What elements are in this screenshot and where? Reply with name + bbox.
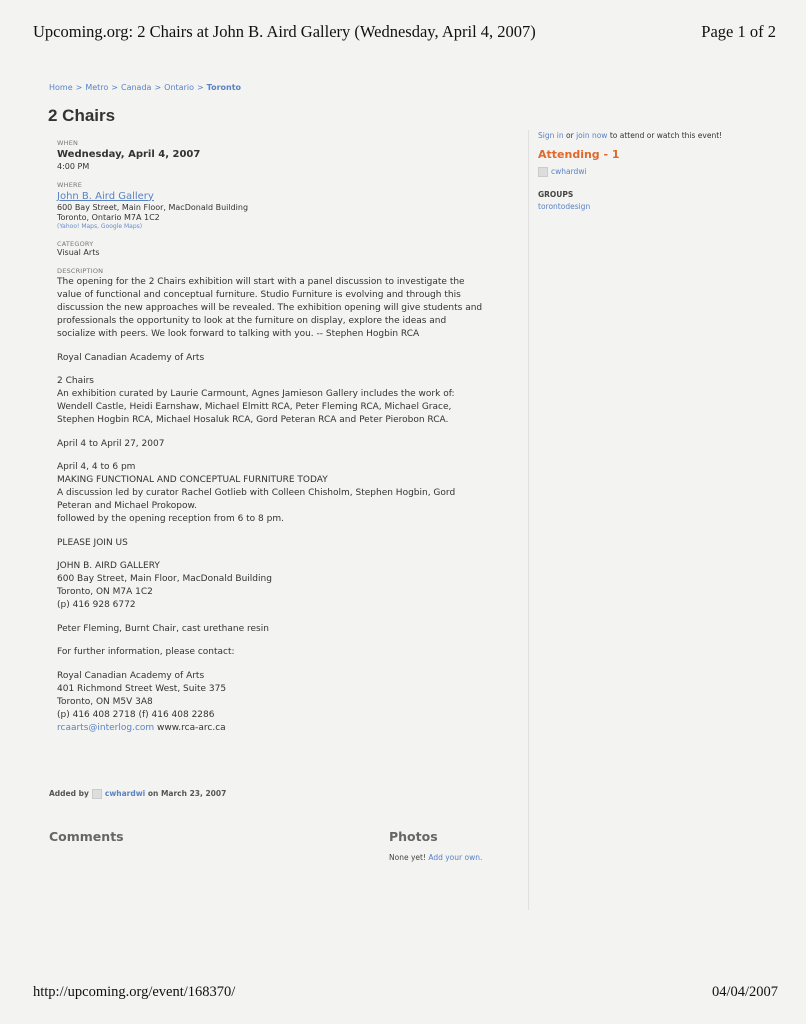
print-header [33, 22, 776, 46]
description-line: Toronto, ON M5V 3A8 [57, 696, 153, 707]
photos-none-text: None yet! [389, 853, 426, 862]
venue-address-line1: 600 Bay Street, Main Floor, MacDonald Building [57, 203, 249, 213]
added-by-prefix: Added by [49, 789, 89, 798]
description-paragraph [57, 461, 517, 526]
breadcrumb-canada[interactable]: Canada [121, 83, 152, 92]
breadcrumb-separator: > [154, 83, 162, 92]
group-link[interactable]: torontodesign [538, 202, 591, 211]
comments-heading: Comments [49, 829, 124, 844]
category-label: CATEGORY [57, 239, 94, 248]
description-contact-line [57, 722, 517, 735]
attendee-link[interactable]: cwhardwi [551, 167, 587, 176]
category-value: Visual Arts [57, 247, 100, 257]
description-line: JOHN B. AIRD GALLERY [57, 561, 160, 571]
description-line: For further information, please contact: [57, 647, 235, 657]
attending-count: Attending - 1 [538, 148, 620, 161]
attend-text: to attend or watch this event! [609, 131, 723, 140]
sign-in-link[interactable]: Sign in [538, 131, 564, 140]
print-date: 04/04/2007 [711, 984, 778, 1000]
description-line: Toronto, ON M7A 1C2 [57, 587, 153, 597]
print-page-number: Page 1 of 2 [701, 22, 776, 41]
description-paragraph [57, 670, 517, 722]
description-line: socialize with peers. We look forward to talking with you. -- Stephen Hogbin RCA [57, 329, 420, 339]
added-by-date: on March 23, 2007 [147, 789, 227, 798]
breadcrumb [49, 83, 241, 92]
description-paragraph [57, 375, 517, 427]
description-line: (p) 416 928 6772 [57, 600, 136, 610]
page-title: 2 Chairs [48, 106, 116, 125]
description-line: (p) 416 408 2718 (f) 416 408 2286 [57, 709, 215, 720]
or-text: or [565, 131, 574, 140]
description-line: Royal Canadian Academy of Arts [57, 352, 205, 363]
description-line: 2 Chairs [57, 376, 94, 386]
description-line: 600 Bay Street, Main Floor, MacDonald Building [57, 574, 272, 584]
description-paragraph [57, 276, 517, 341]
event-time: 4:00 PM [57, 161, 90, 171]
print-url: http://upcoming.org/event/168370/ [33, 984, 236, 1000]
breadcrumb-toronto[interactable]: Toronto [206, 83, 242, 92]
attend-prompt [538, 131, 778, 140]
photos-empty [389, 853, 482, 862]
breadcrumb-separator: > [75, 83, 83, 92]
join-now-link[interactable]: join now [576, 131, 608, 140]
description-line: Peter Fleming, Burnt Chair, cast urethane resin [57, 623, 269, 634]
description-line: discussion the new approaches will be revealed. The exhibition opening will give students and [57, 303, 483, 313]
breadcrumb-separator: > [196, 83, 204, 92]
event-details [57, 139, 517, 735]
added-by-user-link[interactable]: cwhardwi [104, 789, 146, 798]
description-paragraph [57, 438, 517, 451]
where-label: WHERE [57, 180, 83, 189]
venue-link[interactable]: John B. Aird Gallery [57, 190, 154, 202]
website-text: www.rca-arc.ca [157, 722, 226, 733]
add-photo-link[interactable]: Add your own. [428, 853, 483, 862]
description-line: April 4 to April 27, 2007 [57, 438, 165, 449]
print-footer [33, 984, 778, 1004]
description-line: An exhibition curated by Laurie Carmount, Agnes Jamieson Gallery includes the work of: [57, 389, 455, 399]
description-paragraph [57, 623, 517, 636]
venue-address-line2: Toronto, Ontario M7A 1C2 [57, 213, 160, 223]
description-paragraph [57, 352, 517, 365]
description-line: April 4, 4 to 6 pm [57, 462, 136, 472]
description-line: professionals the opportunity to look at the furniture on display, explore the ideas and [57, 316, 447, 326]
description-line: Royal Canadian Academy of Arts [57, 670, 205, 681]
description-line: value of functional and conceptual furniture. Studio Furniture is evolving and through this [57, 290, 461, 300]
breadcrumb-metro[interactable]: Metro [85, 83, 109, 92]
breadcrumb-ontario[interactable]: Ontario [164, 83, 194, 92]
photos-heading: Photos [389, 829, 438, 844]
column-divider [528, 130, 529, 910]
description-line: A discussion led by curator Rachel Gotlieb with Colleen Chisholm, Stephen Hogbin, Gord [57, 488, 456, 498]
groups-heading: GROUPS [538, 190, 574, 199]
breadcrumb-home[interactable]: Home [49, 83, 73, 92]
description-line: The opening for the 2 Chairs exhibition will start with a panel discussion to investigate the [57, 277, 465, 287]
breadcrumb-separator: > [111, 83, 118, 92]
description-line: Stephen Hogbin RCA, Michael Hosaluk RCA, Gord Peteran RCA and Peter Pierobon RCA. [57, 415, 449, 425]
attendee [538, 167, 778, 177]
description-paragraph [57, 646, 517, 659]
attendee-avatar-icon [538, 167, 548, 177]
event-date: Wednesday, April 4, 2007 [57, 149, 201, 161]
description-line: Wendell Castle, Heidi Earnshaw, Michael Elmitt RCA, Peter Fleming RCA, Michael Grace, [57, 402, 452, 412]
description-paragraph [57, 537, 517, 550]
sidebar [538, 131, 778, 211]
description-label: DESCRIPTION [57, 266, 104, 275]
description-line: PLEASE JOIN US [57, 537, 128, 548]
print-header-title: Upcoming.org: 2 Chairs at John B. Aird Gallery (Wednesday, April 4, 2007) [33, 22, 536, 41]
description-line: 401 Richmond Street West, Suite 375 [57, 683, 227, 694]
user-avatar-icon [92, 789, 102, 799]
when-label: WHEN [57, 139, 79, 147]
description-paragraph [57, 560, 517, 612]
added-by [49, 789, 226, 799]
map-links[interactable]: (Yahoo! Maps, Google Maps) [57, 223, 143, 231]
email-link[interactable]: rcaarts@interlog.com [57, 722, 155, 733]
description-line: followed by the opening reception from 6 to 8 pm. [57, 514, 284, 524]
description [57, 276, 517, 722]
description-line: MAKING FUNCTIONAL AND CONCEPTUAL FURNITURE TODAY [57, 475, 328, 485]
description-line: Peteran and Michael Prokopow. [57, 501, 197, 511]
